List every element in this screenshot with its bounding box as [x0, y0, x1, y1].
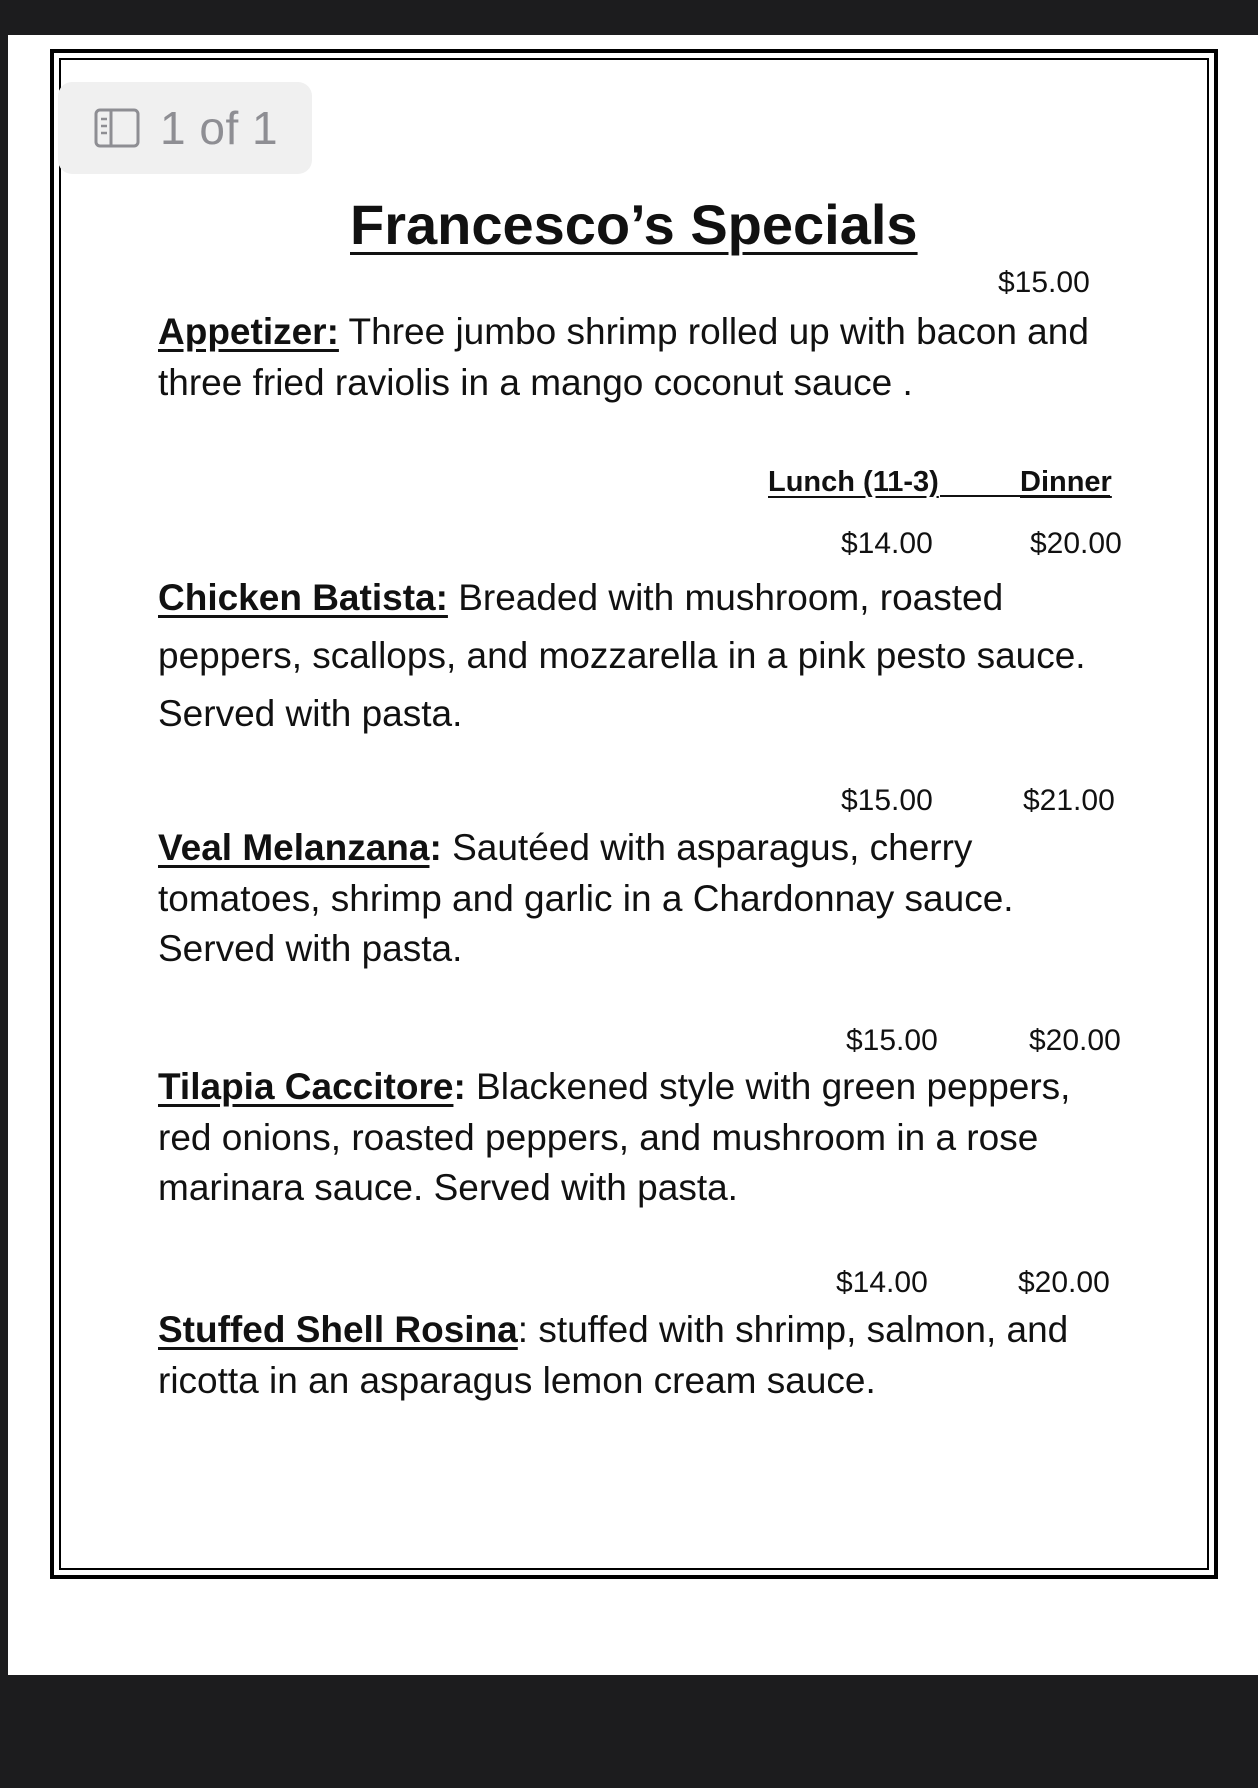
menu-title: Francesco’s Specials — [350, 193, 918, 256]
item-dinner-price: $21.00 — [1023, 784, 1115, 817]
item-name: Veal Melanzana — [158, 827, 430, 868]
item-desc-3: Served with pasta. — [158, 928, 463, 969]
lunch-column-header: Lunch (11-3) — [768, 466, 939, 498]
item-desc-2: tomatoes, shrimp and garlic in a Chardonnay sauce. — [158, 878, 1014, 919]
item-line-1 — [158, 572, 1003, 623]
appetizer-name: Appetizer: — [158, 311, 339, 352]
page-sidebar-icon[interactable] — [94, 107, 140, 149]
item-desc-2: peppers, scallops, and mozzarella in a pink pesto sauce. — [158, 635, 1086, 676]
item-lunch-price: $15.00 — [841, 784, 933, 817]
item-desc-1: Blackened style with green peppers, — [465, 1066, 1071, 1107]
item-dinner-price: $20.00 — [1029, 1024, 1121, 1057]
item-desc-1: stuffed with shrimp, salmon, and — [528, 1309, 1069, 1350]
item-name: Tilapia Caccitore — [158, 1066, 454, 1107]
item-desc-2: ricotta in an asparagus lemon cream sauce. — [158, 1360, 876, 1401]
appetizer-price: $15.00 — [998, 266, 1090, 299]
item-lunch-price: $14.00 — [836, 1266, 928, 1299]
item-dinner-price: $20.00 — [1018, 1266, 1110, 1299]
item-desc-2: red onions, roasted peppers, and mushroom in a rose — [158, 1117, 1039, 1158]
appetizer-line-2: three fried raviolis in a mango coconut sauce . — [158, 362, 913, 403]
item-lunch-price: $14.00 — [841, 527, 933, 560]
item-desc-3: marinara sauce. Served with pasta. — [158, 1167, 738, 1208]
item-line-1: Veal Melanzana: Sautéed with asparagus, cherry — [158, 827, 973, 868]
item-line-1: Tilapia Caccitore: Blackened style with green peppers, — [158, 1066, 1071, 1107]
item-lunch-price: $15.00 — [846, 1024, 938, 1057]
page-count-label: 1 of 1 — [160, 102, 279, 154]
item-desc-3: Served with pasta. — [158, 693, 463, 734]
item-name: Chicken Batista: — [158, 577, 448, 618]
item-line-1: Stuffed Shell Rosina: stuffed with shrimp, salmon, and — [158, 1309, 1069, 1350]
page-indicator[interactable] — [58, 82, 312, 174]
item-name: Stuffed Shell Rosina — [158, 1309, 518, 1350]
appetizer-desc-1: Three jumbo shrimp rolled up with bacon and — [338, 311, 1089, 352]
item-dinner-price: $20.00 — [1030, 527, 1122, 560]
item-desc-1: Breaded with mushroom, roasted — [447, 577, 1004, 618]
appetizer-line-1 — [158, 306, 1089, 357]
item-desc-1: Sautéed with asparagus, cherry — [441, 827, 973, 868]
dinner-column-header: Dinner — [1020, 466, 1112, 498]
